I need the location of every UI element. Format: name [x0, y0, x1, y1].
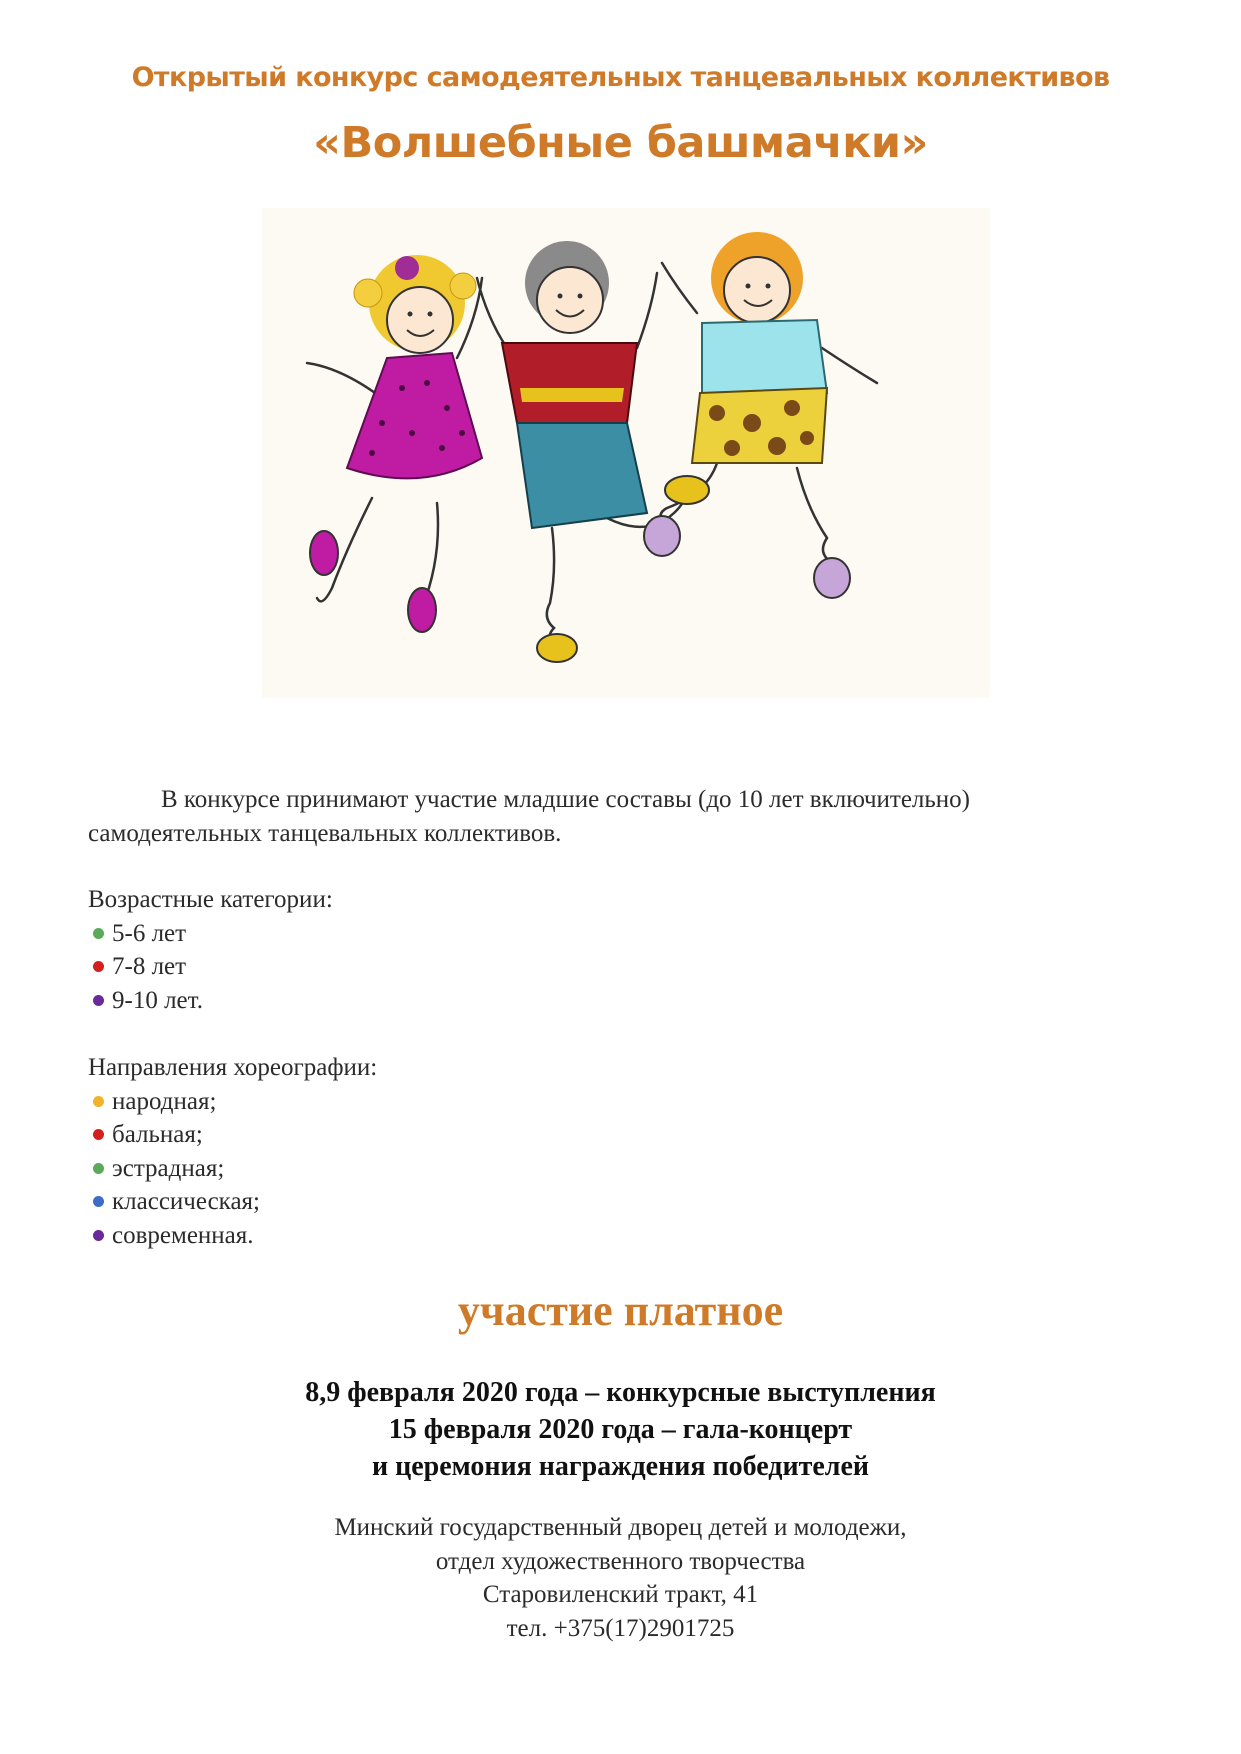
- list-item: современная.: [88, 1219, 377, 1253]
- dancing-children-icon: [262, 208, 990, 698]
- paid-participation-note: участие платное: [457, 1286, 784, 1335]
- list-item: 5-6 лет: [88, 917, 333, 951]
- bullet-icon: [93, 1129, 104, 1140]
- contest-name: «Волшебные башмачки»: [313, 118, 928, 168]
- bullet-icon: [93, 928, 104, 939]
- bullet-icon: [93, 1230, 104, 1241]
- bullet-icon: [93, 1163, 104, 1174]
- intro-line-1: В конкурсе принимают участие младшие составы (до 10 лет включительно): [161, 786, 970, 813]
- list-item: народная;: [88, 1085, 377, 1119]
- venue-address: [0, 1511, 1241, 1645]
- dates-line-1: 8,9 февраля 2020 года – конкурсные выступления: [305, 1377, 936, 1408]
- address-line-2: отдел художественного творчества: [435, 1547, 806, 1575]
- list-item: 7-8 лет: [88, 950, 333, 984]
- choreography-directions: [88, 1051, 377, 1252]
- list-item: классическая;: [88, 1185, 377, 1219]
- address-line-3: Старовиленский тракт, 41: [482, 1581, 759, 1608]
- directions-title: Направления хореографии:: [88, 1054, 378, 1081]
- dates-line-2: 15 февраля 2020 года – гала-концерт: [388, 1414, 853, 1445]
- address-line-1: Минский государственный дворец детей и молодежи,: [334, 1514, 907, 1541]
- intro-paragraph: [88, 783, 1148, 850]
- bullet-icon: [93, 961, 104, 972]
- bullet-icon: [93, 995, 104, 1006]
- list-item: эстрадная;: [88, 1152, 377, 1186]
- phone-number: тел. +375(17)2901725: [506, 1614, 735, 1642]
- age-categories: [88, 883, 333, 1017]
- bullet-icon: [93, 1196, 104, 1207]
- age-categories-title: Возрастные категории:: [88, 886, 333, 913]
- intro-line-2: самодеятельных танцевальных коллективов.: [88, 819, 562, 847]
- bullet-icon: [93, 1096, 104, 1107]
- dates-line-3: и церемония награждения победителей: [371, 1451, 870, 1482]
- event-dates: [0, 1374, 1241, 1485]
- list-item: бальная;: [88, 1118, 377, 1152]
- list-item: 9-10 лет.: [88, 984, 333, 1018]
- contest-title: Открытый конкурс самодеятельных танцевальных коллективов: [131, 62, 1110, 93]
